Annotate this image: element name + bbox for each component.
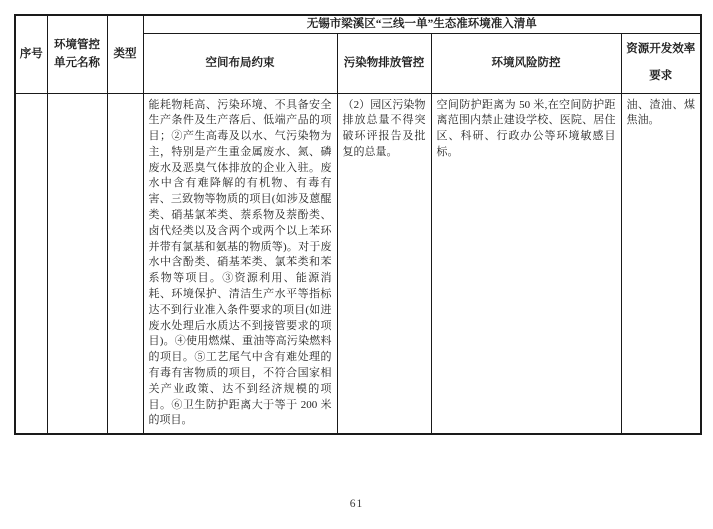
cell-spatial-constraints: 能耗物耗高、污染环境、不具备安全生产条件及生产落后、低端产品的项目；②产生高毒及以水、气污染物为主，特别是产生重金属废水、氮、磷废水及恶臭气体排放的企业入驻。废水中含有难降解的有机物、有毒有害、三致物等物质的项目(如涉及蒽醌类、硝基氯苯类、萘系物及萘酚类、卤代烃类以及含两个或两个以上苯环并带有氯基和氨基的物质等)。对于废水中含酚类、硝基苯类、氯苯类和苯系物等项目。③资源利用、能源消耗、环境保护、清洁生产水平等指标达不到行业准入条件要求的项目(如进废水处理后水质达不到接管要求的项目)。④使用燃煤、重油等高污染燃料的项目。⑤工艺尾气中含有难处理的有毒有害物质的项目，不符合国家相关产业政策、达不到经济规模的项目。⑥卫生防护距离大于等于 200 米的项目。: [143, 93, 337, 434]
header-unit-name: 环境管控单元名称: [47, 15, 107, 93]
header-resource-efficiency: 资源开发效率要求: [621, 33, 701, 93]
cell-resource-efficiency: 油、渣油、煤焦油。: [621, 93, 701, 434]
header-seq: 序号: [15, 15, 47, 93]
cell-seq: [15, 93, 47, 434]
table-row: [15, 93, 701, 434]
table-title: 无锡市梁溪区“三线一单”生态准环境准入清单: [143, 15, 701, 33]
cell-unit-name: [47, 93, 107, 434]
header-spatial-constraints: 空间布局约束: [143, 33, 337, 93]
title-row: [15, 15, 701, 33]
header-type: 类型: [107, 15, 143, 93]
cell-risk-prevention: 空间防护距离为 50 米,在空间防护距离范围内禁止建设学校、医院、居住区、科研、行政办公等环境敏感目标。: [431, 93, 621, 434]
cell-type: [107, 93, 143, 434]
cell-pollutant-control: （2）园区污染物排放总量不得突破环评报告及批复的总量。: [337, 93, 431, 434]
page-number: 61: [349, 498, 364, 510]
header-risk-prevention: 环境风险防控: [431, 33, 621, 93]
access-list-table: [14, 14, 702, 435]
header-pollutant-control: 污染物排放管控: [337, 33, 431, 93]
